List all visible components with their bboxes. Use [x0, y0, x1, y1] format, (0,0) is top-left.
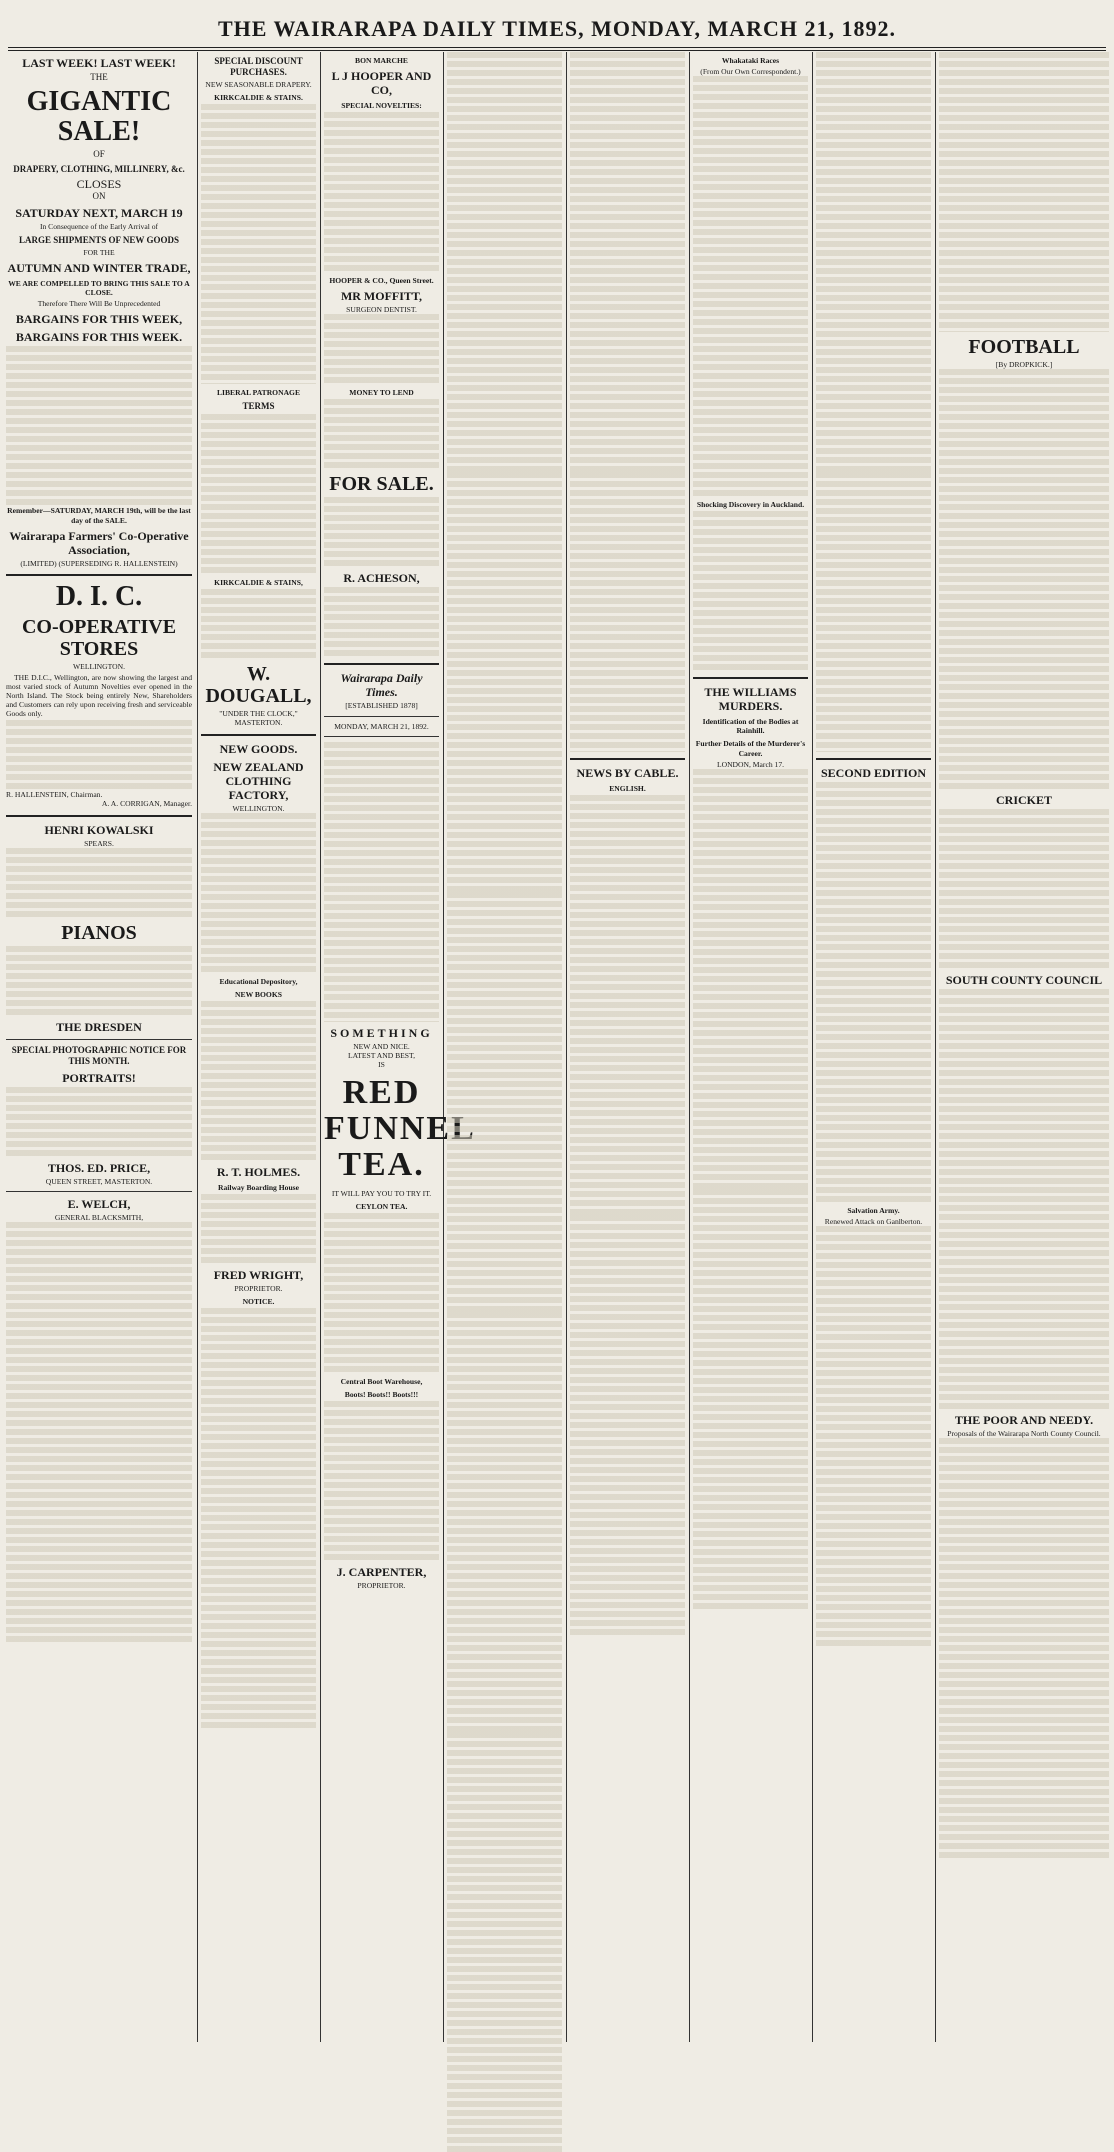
football-sub: [By DROPKICK.] [995, 360, 1053, 369]
shocking-text [693, 511, 808, 671]
divider [570, 758, 685, 760]
news-by-cable: NEWS BY CABLE. [576, 766, 679, 780]
ad-portraits-body [6, 1087, 192, 1157]
second-text [816, 782, 931, 1202]
paper-established: [ESTABLISHED 1878] [345, 701, 418, 711]
ad-kowalski-body [6, 848, 192, 918]
column-rule [566, 52, 567, 2042]
ad-new-goods: NEW GOODS. [219, 741, 298, 756]
article-text [570, 472, 685, 752]
ad-dic: D. I. C. [55, 580, 143, 612]
salvation-army: Salvation Army. [847, 1206, 900, 1215]
column-rule [689, 52, 690, 2042]
ad-price-sub: QUEEN STREET, MASTERTON. [45, 1176, 153, 1186]
ad-kirk: KIRKCALDIE & STAINS. [214, 93, 303, 103]
ad-association: Wairarapa Farmers' Co-Operative Association, [9, 528, 189, 557]
ad-welch-sub: GENERAL BLACKSMITH, [54, 1212, 144, 1222]
editorial-body [324, 742, 439, 1022]
ad-dentist-body [324, 314, 439, 384]
news-english: ENGLISH. [609, 784, 646, 793]
column-rule [443, 52, 444, 2042]
ad-dic-more [6, 720, 192, 790]
whakataki-races: Whakataki Races [721, 56, 780, 65]
ad-nz-body [201, 813, 316, 973]
ad-hooper: L J HOOPER AND CO, [331, 69, 432, 98]
ad-moffitt: MR MOFFITT, [340, 289, 423, 304]
ad-kowalski: HENRI KOWALSKI [44, 822, 154, 837]
ad-boots-body [324, 1401, 439, 1561]
salvation-text [816, 1226, 931, 1646]
ad-wright: FRED WRIGHT, [213, 1267, 304, 1282]
ad-dic-signature-1: R. HALLENSTEIN, Chairman. [6, 790, 103, 800]
ad-dentist: SURGEON DENTIST. [346, 305, 417, 315]
article-text [447, 52, 562, 472]
ad-dougall-sub: "UNDER THE CLOCK," MASTERTON. [219, 709, 298, 728]
williams-further: Further Details of the Murderer's Career. [695, 739, 806, 758]
masthead-title: THE WAIRARAPA DAILY TIMES, MONDAY, MARCH 21, 1892. [217, 16, 897, 41]
article-text [447, 892, 562, 1312]
ad-ceylon: CEYLON TEA. [355, 1202, 408, 1212]
ad-holmes-sub: Railway Boarding House [217, 1182, 299, 1192]
ad-kirk-2-body [201, 589, 316, 659]
ad-acheson: R. ACHESON, [343, 571, 420, 586]
divider [693, 677, 808, 679]
south-county-text [939, 989, 1109, 1409]
divider [6, 574, 192, 576]
ad-closes: CLOSES [76, 177, 122, 191]
column-4 [447, 52, 562, 2044]
ad-notice-body [201, 1308, 316, 1728]
ad-new-season: NEW SEASONABLE DRAPERY. [205, 80, 312, 89]
ad-kirk-body [201, 104, 316, 384]
ad-holmes-body [201, 1194, 316, 1264]
ad-acheson-body [324, 587, 439, 657]
paper-date: MONDAY, MARCH 21, 1892. [334, 721, 429, 731]
ad-bon-marche: BON MARCHE [355, 56, 408, 65]
column-1 [6, 52, 192, 2044]
ad-books-body [201, 1001, 316, 1161]
ad-special: SPECIAL DISCOUNT PURCHASES. [214, 56, 303, 77]
ad-red-funnel-tea: RED FUNNEL TEA. [324, 1073, 476, 1183]
divider [816, 758, 931, 760]
divider [6, 1191, 192, 1192]
ad-will-pay: IT WILL PAY YOU TO TRY IT. [331, 1188, 432, 1198]
ad-for-the: FOR THE [83, 248, 115, 258]
williams-text [693, 769, 808, 1189]
column-6 [693, 52, 808, 2044]
ad-nz-clothing: NEW ZEALAND CLOTHING FACTORY, [213, 759, 304, 802]
ad-nz-wellington: WELLINGTON. [232, 803, 285, 813]
ad-consequence: In Consequence of the Early Arrival of [39, 222, 159, 231]
williams-murders: THE WILLIAMS MURDERS. [704, 685, 797, 714]
ad-new-books: NEW BOOKS [235, 989, 282, 999]
williams-sub: Identification of the Bodies at Rainhill. [702, 717, 799, 736]
ad-on: ON [92, 191, 106, 201]
article-text [816, 52, 931, 472]
second-edition: SECOND EDITION [820, 766, 927, 780]
article-text [939, 52, 1109, 332]
shocking-discovery: Shocking Discovery in Auckland. [696, 500, 805, 510]
poor-needy-sub: Proposals of the Wairarapa North County Council. [947, 1429, 1101, 1439]
south-county-heading: SOUTH COUNTY COUNCIL [945, 973, 1103, 988]
column-rule [935, 52, 936, 2042]
ad-bargains-1: BARGAINS FOR THIS WEEK, [15, 312, 183, 327]
races-text [693, 76, 808, 496]
poor-needy-heading: THE POOR AND NEEDY. [954, 1413, 1094, 1428]
cable-text [570, 795, 685, 1215]
ad-hooper-addr: HOOPER & CO., Queen Street. [329, 276, 434, 286]
ad-holmes: R. T. HOLMES. [216, 1164, 301, 1179]
ad-date: SATURDAY NEXT, MARCH 19 [15, 206, 183, 220]
article-text [816, 472, 931, 752]
ad-list-body [6, 346, 192, 506]
divider [6, 815, 192, 817]
ad-notice: NOTICE. [242, 1297, 275, 1307]
ad-educational: Educational Depository, [219, 976, 298, 986]
salvation-sub: Renewed Attack on Ganlberton. [824, 1217, 923, 1227]
ad-is: IS [378, 1059, 385, 1069]
article-text [570, 52, 685, 472]
ad-money-body [324, 399, 439, 469]
divider [6, 1039, 192, 1040]
williams-text [693, 1189, 808, 1609]
ad-new-nice: NEW AND NICE. [353, 1041, 410, 1051]
ad-terms-body [201, 414, 316, 574]
ad-goods: DRAPERY, CLOTHING, MILLINERY, &c. [13, 164, 185, 174]
ad-for-sale-body [324, 497, 439, 567]
ad-kirk-2: KIRKCALDIE & STAINS, [214, 578, 303, 588]
ad-closing: Remember—SATURDAY, MARCH 19th, will be the last day of the SALE. [7, 506, 191, 525]
football-heading: FOOTBALL [968, 336, 1080, 358]
ad-dougall: W. DOUGALL, [205, 663, 312, 708]
ad-of: OF [93, 149, 105, 159]
cable-text [570, 1215, 685, 1635]
ad-ceylon-body [324, 1213, 439, 1373]
article-text [447, 1312, 562, 1732]
ad-dresden: THE DRESDEN [56, 1019, 142, 1034]
whakataki-sub: (From Our Own Correspondent.) [700, 67, 801, 77]
ad-carpenter: J. CARPENTER, [336, 1565, 427, 1580]
cricket-text [939, 809, 1109, 969]
ad-latest: LATEST AND BEST, [347, 1050, 415, 1060]
ad-for-sale: FOR SALE. [329, 473, 434, 496]
article-text [447, 472, 562, 892]
ad-pianos-body [6, 946, 192, 1016]
ad-novelties-list [324, 112, 439, 272]
ad-portraits: PORTRAITS! [62, 1070, 136, 1085]
ad-gigantic-sale: GIGANTIC SALE! [26, 86, 172, 147]
ad-season: AUTUMN AND WINTER TRADE, [7, 261, 191, 276]
column-3 [324, 52, 476, 2044]
ad-carpenter-sub: PROPRIETOR. [357, 1581, 406, 1591]
ad-something: SOMETHING [330, 1025, 433, 1040]
ad-wright-sub: PROPRIETOR. [234, 1283, 283, 1293]
masthead-rule [8, 47, 1106, 51]
column-rule [320, 52, 321, 2042]
ad-welch: E. WELCH, [67, 1196, 131, 1211]
ad-bargains-2: BARGAINS FOR THIS WEEK. [15, 330, 183, 345]
column-8 [939, 52, 1109, 2044]
ad-pianos: PIANOS [61, 921, 137, 944]
ad-wellington: WELLINGTON. [73, 661, 125, 671]
poor-needy-text [939, 1438, 1109, 1858]
ad-the: THE [90, 72, 108, 82]
divider [324, 736, 439, 737]
cricket-heading: CRICKET [995, 793, 1052, 808]
column-rule [812, 52, 813, 2042]
column-2 [201, 52, 316, 2044]
ad-photo: SPECIAL PHOTOGRAPHIC NOTICE FOR THIS MONTH. [11, 1044, 187, 1066]
paper-title: Wairarapa Daily Times. [340, 671, 423, 700]
column-5 [570, 52, 685, 2044]
ad-novelties: SPECIAL NOVELTIES: [341, 101, 422, 111]
ad-therefore: Therefore There Will Be Unprecedented [37, 299, 161, 309]
ad-welch-body [6, 1222, 192, 1642]
column-rule [197, 52, 198, 2042]
ad-coop-stores: CO-OPERATIVE STORES [21, 615, 177, 660]
column-7 [816, 52, 931, 2044]
masthead [0, 0, 1114, 46]
football-text [939, 369, 1109, 789]
ad-boots: Boots! Boots!! Boots!!! [344, 1390, 419, 1400]
divider [324, 716, 439, 717]
ad-kowalski-sub: SPEARS. [84, 838, 114, 848]
ad-shipments: LARGE SHIPMENTS OF NEW GOODS [18, 235, 180, 246]
divider [201, 734, 316, 736]
article-text [447, 1732, 562, 2152]
ad-boot-warehouse: Central Boot Warehouse, [340, 1377, 423, 1387]
williams-dateline: LONDON, March 17. [716, 759, 785, 769]
ad-price: THOS. ED. PRICE, [47, 1160, 151, 1175]
ad-last-week: LAST WEEK! LAST WEEK! [22, 56, 176, 70]
ad-money: MONEY TO LEND [349, 388, 414, 398]
ad-liberal: LIBERAL PATRONAGE [216, 388, 301, 398]
ad-association-sub: (LIMITED) (SUPERSEDING R. HALLENSTEIN) [20, 558, 178, 568]
ad-dic-signature-2: A. A. CORRIGAN, Manager. [101, 799, 192, 809]
ad-dic-body: THE D.I.C., Wellington, are now showing the largest and most varied stock of Autumn Novelties ever opened in the North Island. The Stock being entirely New, Shareholders and Customers can rely upon receiving fresh and serviceable Goods only. [6, 672, 192, 719]
ad-terms: TERMS [242, 401, 275, 412]
ad-compelled: WE ARE COMPELLED TO BRING THIS SALE TO A CLOSE. [8, 279, 190, 298]
divider [324, 663, 439, 665]
